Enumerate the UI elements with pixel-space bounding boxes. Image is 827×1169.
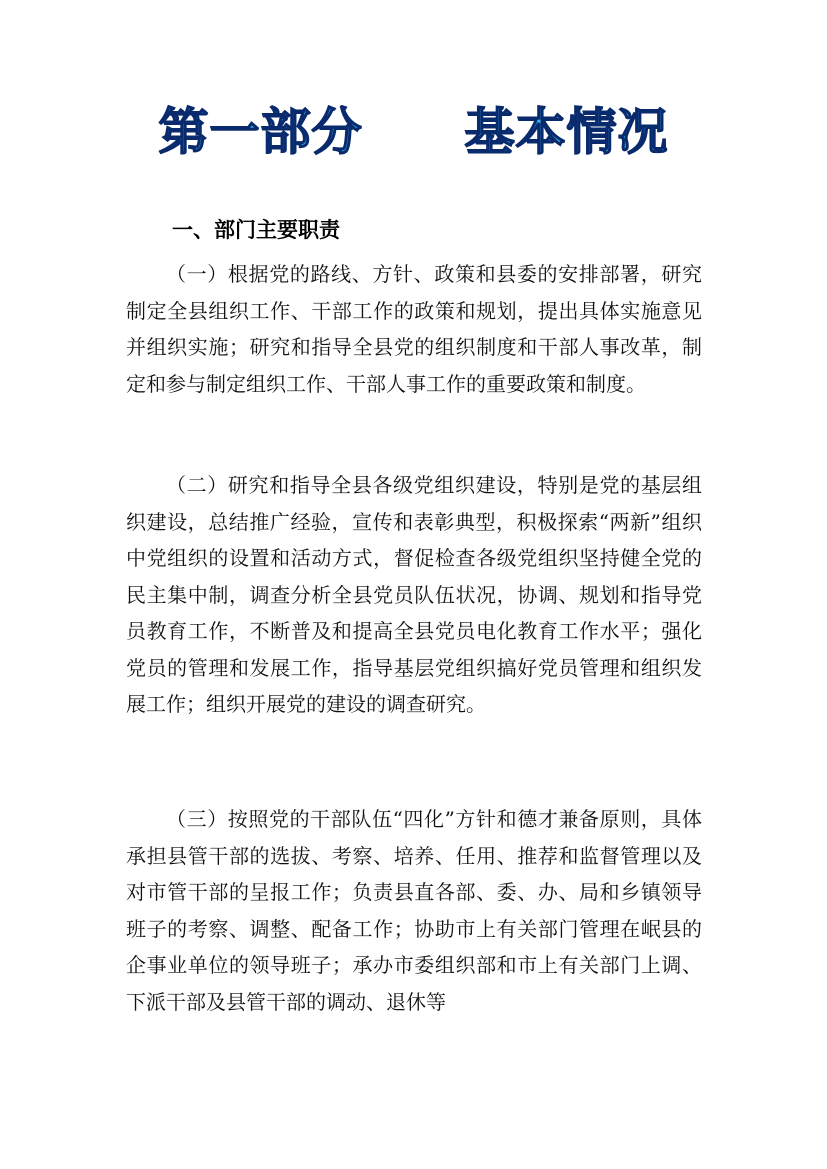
paragraph-3: （三）按照党的干部队伍“四化”方针和德才兼备原则，具体承担县管干部的选拔、考察、培养、任用、推荐和监督管理以及对市管干部的呈报工作；负责县直各部、委、办、局和乡镇领导班子的考察、调整、配备工作；协助市上有关部门管理在岷县的企事业单位的领导班子；承办市委组织部和市上有关部门上调、下派干部及县管干部的调动、退休等 [126,807,702,1014]
page-title: 第一部分 基本情况 [158,103,669,161]
paragraph-2: （二）研究和指导全县各级党组织建设，特别是党的基层组织建设，总结推广经验，宣传和表彰典型，积极探索“两新”组织中党组织的设置和活动方式，督促检查各级党组织坚持健全党的民主集中制，调查分析全县党员队伍状况，协调、规划和指导党员教育工作，不断普及和提高全县党员电化教育工作水平；强化党员的管理和发展工作，指导基层党组织搞好党员管理和组织发展工作；组织开展党的建设的调查研究。 [126,473,702,716]
section-heading: 一、部门主要职责 [172,218,340,242]
paragraph-1: （一）根据党的路线、方针、政策和县委的安排部署，研究制定全县组织工作、干部工作的政策和规划，提出具体实施意见并组织实施；研究和指导全县党的组织制度和干部人事改革，制定和参与制定组织工作、干部人事工作的重要政策和制度。 [126,262,702,396]
